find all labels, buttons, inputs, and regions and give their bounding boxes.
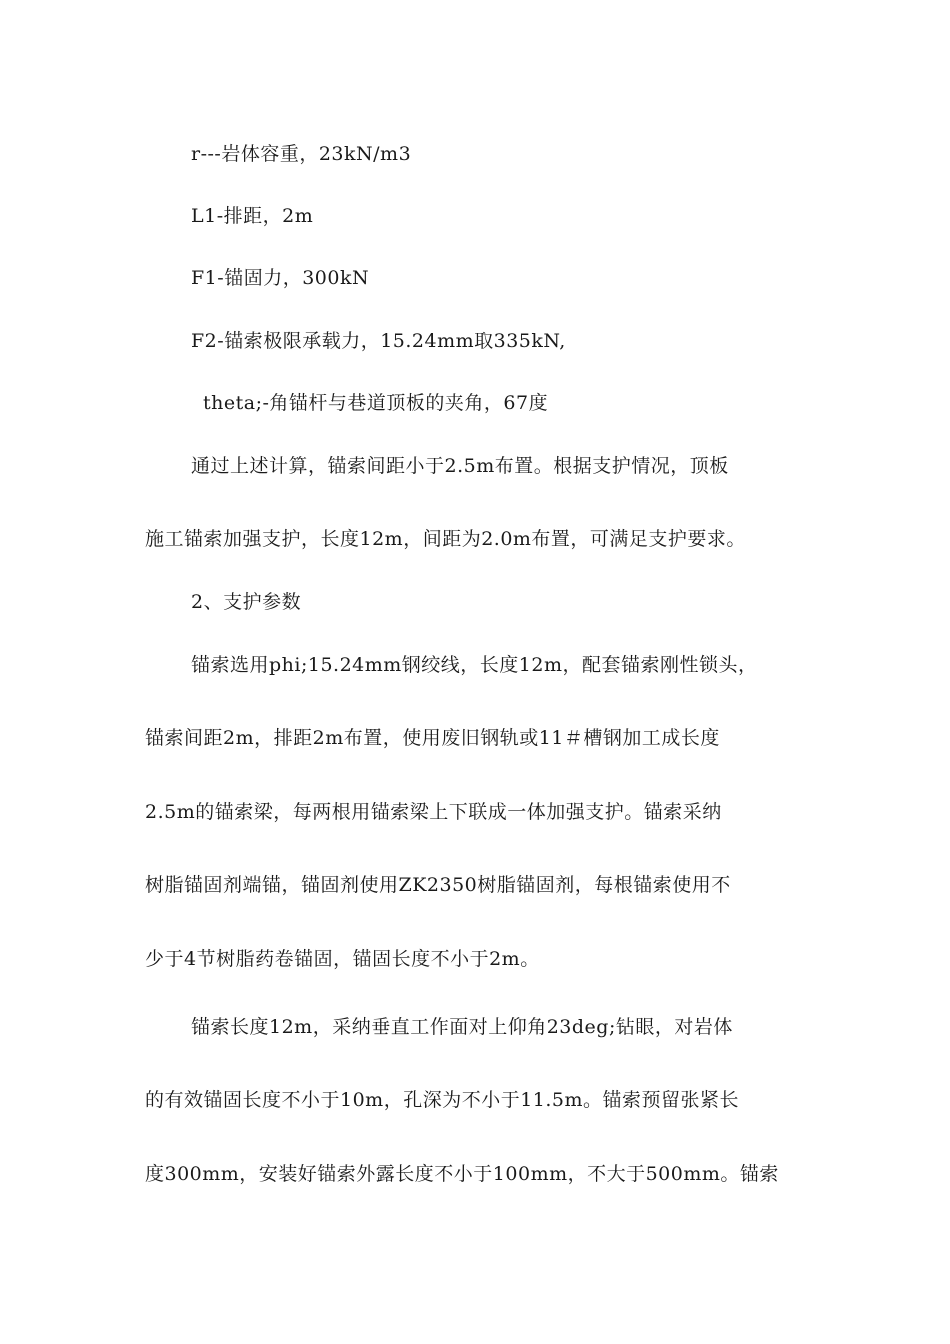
- text-line-paragraph-1b: 施工锚索加强支护，长度12m，间距为2.0m布置，可满足支护要求。: [145, 528, 746, 550]
- section-heading-support-parameters: 2、支护参数: [191, 591, 302, 613]
- text-line-paragraph-3a: 锚索长度12m，采纳垂直工作面对上仰角23deg;钻眼，对岩体: [191, 1016, 733, 1038]
- text-line-paragraph-2b: 锚索间距2m，排距2m布置，使用废旧钢轨或11＃槽钢加工成长度: [145, 727, 720, 749]
- text-line-paragraph-2a: 锚索选用phi;15.24mm钢绞线，长度12m，配套锚索刚性锁头，: [191, 654, 758, 676]
- text-line-paragraph-1a: 通过上述计算，锚索间距小于2.5m布置。根据支护情况，顶板: [191, 455, 729, 477]
- text-line-ultimate-load: F2-锚索极限承载力，15.24mm取335kN,: [191, 330, 566, 352]
- text-line-paragraph-2d: 树脂锚固剂端锚，锚固剂使用ZK2350树脂锚固剂，每根锚索使用不: [145, 874, 731, 896]
- text-line-row-spacing: L1-排距，2m: [191, 205, 314, 227]
- text-line-anchoring-force: F1-锚固力，300kN: [191, 267, 370, 289]
- text-line-paragraph-2e: 少于4节树脂药卷锚固，锚固长度不小于2m。: [145, 948, 540, 970]
- text-line-rock-density: r---岩体容重，23kN/m3: [191, 143, 412, 165]
- text-line-paragraph-3c: 度300mm，安装好锚索外露长度不小于100mm，不大于500mm。锚索: [145, 1163, 779, 1185]
- text-line-paragraph-3b: 的有效锚固长度不小于10m，孔深为不小于11.5m。锚索预留张紧长: [145, 1089, 740, 1111]
- text-line-paragraph-2c: 2.5m的锚索梁，每两根用锚索梁上下联成一体加强支护。锚索采纳: [145, 801, 722, 823]
- text-line-angle: theta;-角锚杆与巷道顶板的夹角，67度: [203, 392, 549, 414]
